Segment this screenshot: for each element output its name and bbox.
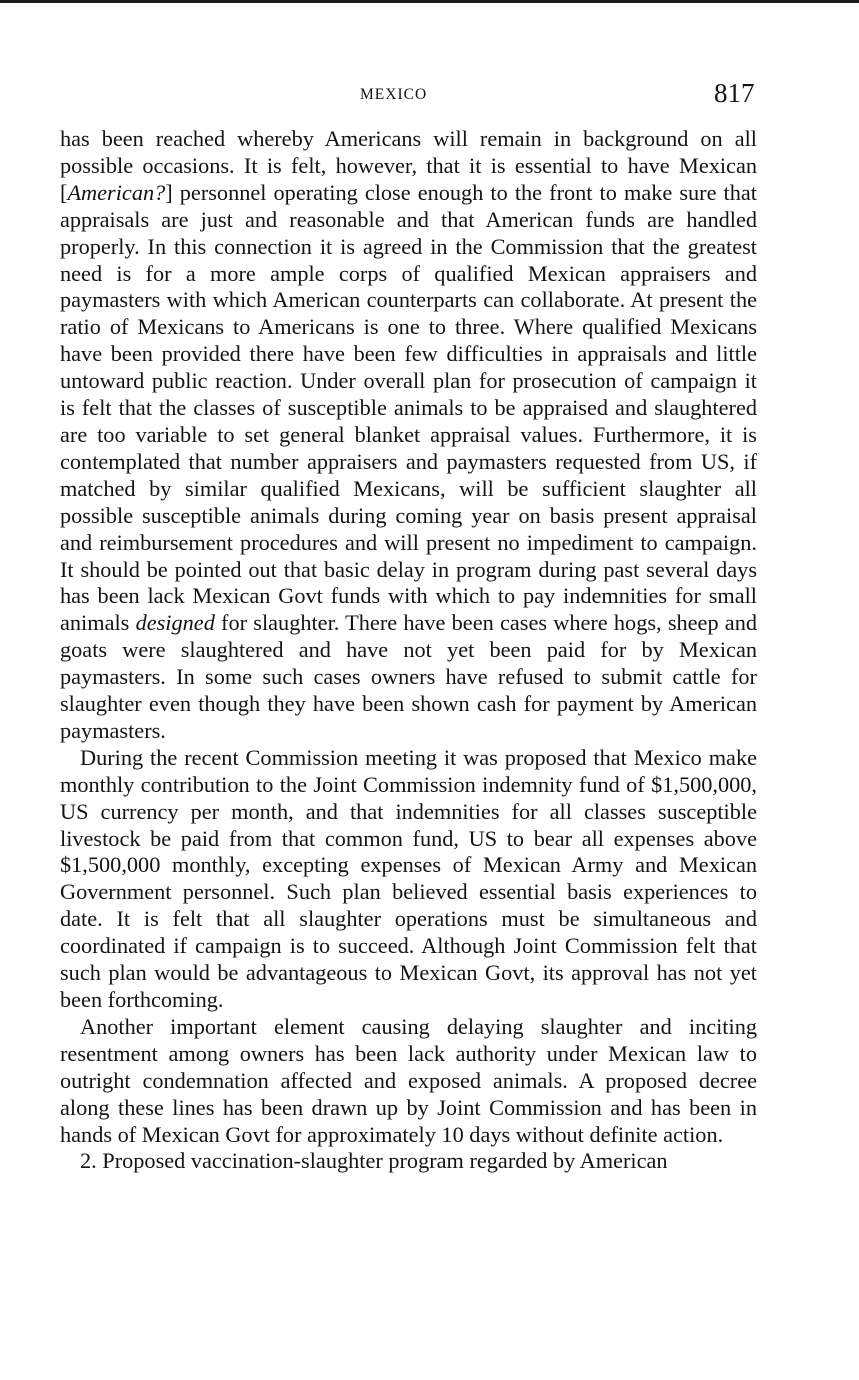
body-text	[60, 126, 757, 1175]
text-segment: 2. Proposed vaccination-slaughter program regarded by American	[80, 1148, 668, 1174]
text-segment: During the recent Commission meeting it was proposed that Mexico make monthly contribution to the Joint Commission indemnity fund of $1,500,000, US currency per month, and that indemnities for all classes susceptible livestock be paid from that common fund, US to bear all expenses above $1,500,000 monthly, excepting expenses of Mexican Army and Mexican Government personnel. Such plan believed essential basis experiences to date. It is felt that all slaughter operations must be simultaneous and coordinated if campaign is to succeed. Although Joint Commission felt that such plan would be advantageous to Mexican Govt, its approval has not yet been forthcoming.	[60, 744, 757, 1012]
text-segment: ] personnel operating close enough to the front to make sure that appraisals are just and reasonable and that American funds are handled properly. In this connection it is agreed in the Commission that the greatest need is for a more ample corps of qualified Mexican appraisers and paymasters with which American counterparts can collaborate. At present the ratio of Mexicans to Americans is one to three. Where qualified Mexicans have been provided there have been few difficulties in appraisals and little untoward public reaction. Under overall plan for prosecution of campaign it is felt that the classes of susceptible animals to be appraised and slaughtered are too variable to set general blanket appraisal values. Furthermore, it is contemplated that number appraisers and paymasters requested from US, if matched by similar qualified Mexicans, will be sufficient slaughter all possible susceptible animals during coming year on basis present appraisal and reimbursement procedures and will present no impediment to campaign. It should be pointed out that basic delay in program during past several days has been lack Mexican Govt funds with which to pay indemnities for small animals	[60, 179, 757, 636]
paragraph-4	[60, 1148, 757, 1175]
page-number: 817	[714, 78, 755, 108]
running-head: MEXICO	[360, 86, 428, 103]
text-segment: for slaughter. There have been cases where hogs, sheep and goats were slaughtered and have not yet been paid for by Mexican paymasters. In some such cases owners have refused to submit cattle for slaughter even though they have been shown cash for payment by American paymasters.	[60, 610, 757, 743]
top-border-rule	[0, 0, 859, 3]
text-segment-italic: American?	[67, 179, 166, 205]
text-segment-italic: designed	[135, 610, 215, 636]
paragraph-2	[60, 745, 757, 1014]
paragraph-1	[60, 126, 757, 745]
text-segment: Another important element causing delaying slaughter and inciting resentment among owners has been lack authority under Mexican law to outright condemnation affected and exposed animals. A proposed decree along these lines has been drawn up by Joint Commission and has been in hands of Mexican Govt for approximately 10 days without definite action.	[60, 1013, 757, 1147]
paragraph-3	[60, 1014, 757, 1149]
text-segment: has been reached whereby Americans will remain in background on all possible occasions. It is felt, however, that it is essential to have Mexican [	[60, 126, 757, 205]
